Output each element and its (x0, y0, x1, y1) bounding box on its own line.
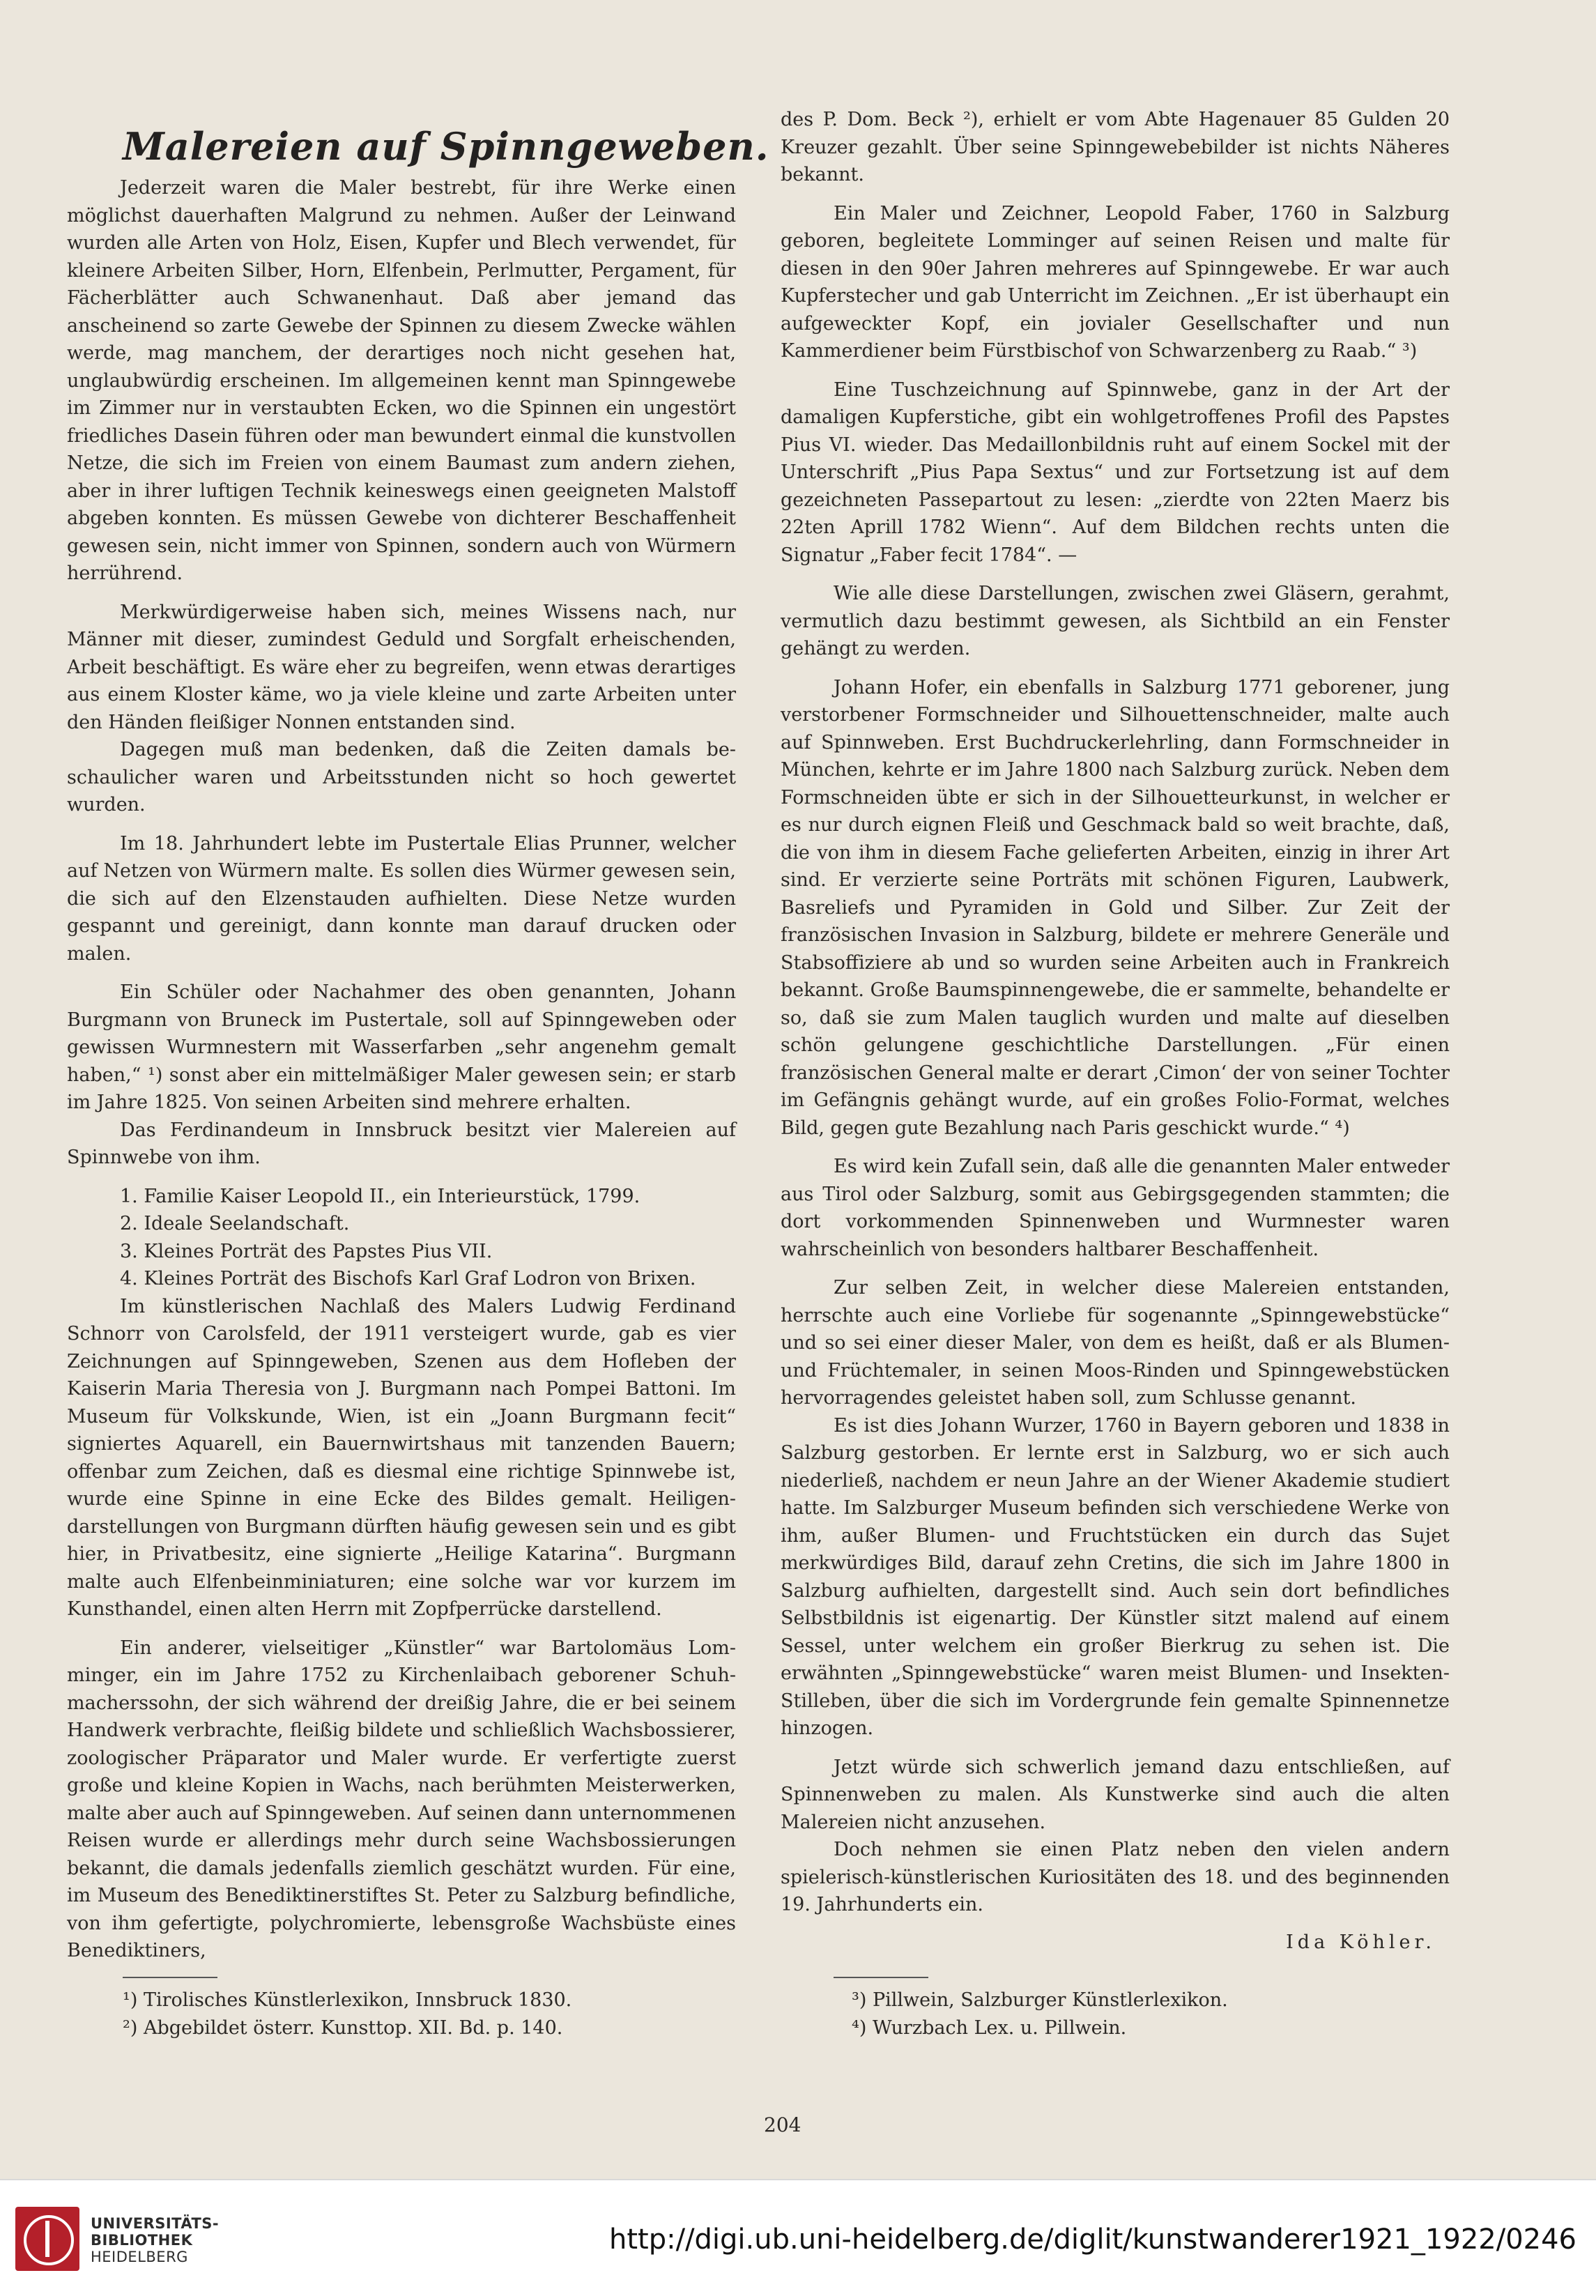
library-name-line: UNIVERSITÄTS- (91, 2215, 220, 2232)
footnotes-right (852, 1987, 1228, 2042)
right-column (781, 106, 1450, 1956)
paragraph: Im künstlerischen Nachlaß des Malers Ludwig Ferdinand Schnorr von Carolsfeld, der 1911 versteigert wurde, gab es vier Zeichnungen auf Spinngeweben, Szenen aus dem Hofleben der Kaiserin Maria Theresia von J. Burgmann nach Pompei Battoni. Im Museum für Volkskunde, Wien, ist ein „Joann Burgmann fecit“ signiertes Aquarell, ein Bauernwirtshaus mit tanzenden Bauern; offenbar zum Zeichen, daß es diesmal eine richtige Spinnwebe ist, wurde eine Spinne in eine Ecke des Bildes gemalt. Heiligendarstellungen von Burgmann dürften häufig gewesen sein und es gibt hier, in Privatbesitz, eine signierte „Heilige Katarina“. Burgmann malte auch Elfenbeinminiaturen; eine solche war vor kurzem im Kunsthandel, einen alten Herrn mit Zopfperrücke darstellend. (67, 1295, 736, 1620)
paragraph: Eine Tuschzeichnung auf Spinnwebe, ganz in der Art der damaligen Kupferstiche, gibt ein wohlgetroffenes Profil des Papstes Pius VI. wieder. Das Medaillonbildnis ruht auf einem Sockel mit der Unterschrift „Pius Papa Sextus“ und zur Fortsetzung ist auf dem gezeichneten Passepartout zu lesen: „zierdte von 22ten Maerz bis 22ten Aprill 1782 Wienn“. Auf dem Bildchen rechts unten die Signatur „Faber fecit 1784“. — (781, 378, 1450, 566)
article-title: Malereien auf Spinngeweben. (123, 124, 769, 169)
list-item: 1. Familie Kaiser Leopold II., ein Interieurstück, 1799. (120, 1185, 640, 1207)
footnotes-left (123, 1987, 571, 2042)
paragraph: Im 18. Jahrhundert lebte im Pustertale Elias Prunner, welcher auf Netzen von Würmern malte. Es sollen dies Würmer gewesen sein, die sich auf den Elzenstauden aufhielten. Diese Netze wurden gespannt und gereinigt, dann konnte man darauf drucken oder malen. (67, 832, 736, 965)
list-item: 3. Kleines Porträt des Papstes Pius VII. (120, 1240, 493, 1262)
library-name-line: BIBLIOTHEK (91, 2232, 193, 2249)
paragraph: Doch nehmen sie einen Platz neben den vielen andern spielerisch-künstlerischen Kuriositäten des 18. und des beginnenden 19. Jahrhunderts ein. (781, 1839, 1450, 1915)
paragraph: Zur selben Zeit, in welcher diese Malereien entstanden, herrschte auch eine Vorliebe für sogenannte „Spinngewebstücke“ und so sei einer dieser Maler, von dem es heißt, daß er als Blumen- und Früchtemaler, in seinen Moos-Rinden und Spinngewebstücken hervorragendes geleistet haben soll, zum Schlusse genannt. (781, 1277, 1450, 1409)
library-name (91, 2215, 219, 2265)
paragraph: Dagegen muß man bedenken, daß die Zeiten damals beschaulicher waren und Arbeitsstunden nicht so hoch gewertet wurden. (67, 739, 736, 816)
footnote: ²) Abgebildet österr. Kunsttop. XII. Bd. p. 140. (123, 2017, 563, 2039)
footnote: ³) Pillwein, Salzburger Künstlerlexikon. (852, 1989, 1228, 2011)
page-number: 204 (764, 2113, 801, 2136)
paragraph: des P. Dom. Beck ²), erhielt er vom Abte Hagenauer 85 Gulden 20 Kreuzer gezahlt. Über seine Spinngewebebilder ist nichts Näheres bekannt. (781, 109, 1450, 185)
paragraph: Ein anderer, vielseitiger „Künstler“ war Bartolomäus Lomminger, ein im Jahre 1752 zu Kirchenlaibach geborener Schuhmacherssohn, der sich während der dreißig Jahre, die er bei seinem Handwerk verbrachte, fleißig bildete und schließlich Wachsbossierer, zoologischer Präparator und Maler wurde. Er verfertigte zuerst große und kleine Kopien in Wachs, nach berühmten Meisterwerken, malte aber auch auf Spinngeweben. Auf seinen dann unternommenen Reisen wurde er allerdings mehr durch seine Wachsbossierungen bekannt, die damals jedenfalls ziemlich geschätzt wurden. Für eine, im Museum des Benediktinerstiftes St. Peter zu Salzburg befindliche, von ihm gefertigte, polychromierte, lebensgroße Wachsbüste eines Benediktiners, (67, 1637, 736, 1961)
paragraph: Merkwürdigerweise haben sich, meines Wissens nach, nur Männer mit dieser, zumindest Geduld und Sorgfalt erheischenden, Arbeit beschäftigt. Es wäre eher zu begreifen, wenn etwas derartiges aus einem Kloster käme, wo ja viele kleine und zarte Arbeiten unter den Händen fleißiger Nonnen entstanden sind. (67, 601, 736, 733)
paragraph: Jetzt würde sich schwerlich jemand dazu entschließen, auf Spinnenweben zu malen. Als Kunstwerke sind auch die alten Malereien nicht anzusehen. (781, 1756, 1450, 1833)
footnote: ¹) Tirolisches Künstlerlexikon, Innsbruck 1830. (123, 1989, 572, 2011)
paragraph: Das Ferdinandeum in Innsbruck besitzt vier Malereien auf Spinnwebe von ihm. (67, 1119, 736, 1168)
paragraph: Ein Schüler oder Nachahmer des oben genannten, Johann Burgmann von Bruneck im Pustertale, soll auf Spinngeweben oder gewissen Wurmnestern mit Wasserfarben „sehr angenehm gemalt haben,“ ¹) sonst aber ein mittelmäßiger Maler gewesen sein; er starb im Jahre 1825. Von seinen Arbeiten sind mehrere erhalten. (67, 981, 736, 1113)
paragraph: Johann Hofer, ein ebenfalls in Salzburg 1771 geborener, jung verstorbener Formschneider und Silhouettenschneider, malte auch auf Spinnweben. Erst Buchdruckerlehrling, dann Formschneider in München, kehrte er im Jahre 1800 nach Salzburg zurück. Neben dem Formschneiden übte er sich in der Silhouetteurkunst, in welcher er es nur durch eignen Fleiß und Geschmack bald so weit brachte, daß, die von ihm in diesem Fache gelieferten Arbeiten, einzig in ihrer Art sind. Er verzierte seine Porträts mit schönen Figuren, Laubwerk, Basreliefs und Pyramiden in Gold und Silber. Zur Zeit der französischen Invasion in Salzburg, bildete er mehrere Generäle und Stabsoffiziere ab und so wurden seine Arbeiten auch in Frankreich bekannt. Große Baumspinnengewebe, die er sammelte, behandelte er so, daß sie zum Malen tauglich wurden und malte auf dieselben schön gelungene geschichtliche Darstellungen. „Für einen französischen General malte er derart ‚Cimon‘ der von seiner Tochter im Gefängnis gehängt wurde, auf ein großes Folio-Format, welches Bild, gegen gute Bezahlung nach Paris geschickt wurde.“ ⁴) (781, 676, 1450, 1139)
artwork-list (67, 1183, 736, 1293)
paragraph: Jederzeit waren die Maler bestrebt, für ihre Werke einen möglichst dauerhaften Malgrund zu nehmen. Außer der Leinwand wurden alle Arten von Holz, Eisen, Kupfer und Blech verwendet, für kleinere Arbeiten Silber, Horn, Elfenbein, Perlmutter, Pergament, für Fächerblätter auch Schwanenhaut. Daß aber jemand das anscheinend so zarte Gewebe der Spinnen zu diesem Zwecke wählen werde, mag manchem, der derartiges noch nicht gesehen hat, unglaubwürdig erscheinen. Im allgemeinen kennt man Spinngewebe im Zimmer nur in verstaubten Ecken, wo die Spinnen ein ungestört friedliches Dasein führen oder man bewundert einmal die kunstvollen Netze, die sich im Freien von einem Baumast zum andern ziehen, aber in ihrer luftigen Technik keineswegs einen geeigneten Malstoff abgeben konnten. Es müssen Gewebe von dichterer Beschaffenheit gewesen sein, nicht immer von Spinnen, sondern auch von Würmern herrührend. (67, 177, 736, 584)
footnote-rule (123, 1977, 217, 1978)
permalink-url[interactable]: http://digi.ub.uni-heidelberg.de/diglit/kunstwanderer1921_1922/0246 (609, 2224, 1576, 2256)
paragraph: Ein Maler und Zeichner, Leopold Faber, 1760 in Salzburg geboren, begleitete Lomminger auf seinen Reisen und malte für diesen in den 90er Jahren mehreres auf Spinngewebe. Er war auch Kupferstecher und gab Unterricht im Zeichnen. „Er ist überhaupt ein aufgeweckter Kopf, ein jovialer Gesellschafter und nun Kammerdiener beim Fürstbischof von Schwarzenberg zu Raab.“ ³) (781, 202, 1450, 362)
viewer-footer (0, 2179, 1596, 2296)
university-logo-icon (15, 2207, 79, 2271)
left-column (67, 174, 736, 1965)
list-item: 4. Kleines Porträt des Bischofs Karl Graf Lodron von Brixen. (120, 1268, 696, 1289)
paragraph: Wie alle diese Darstellungen, zwischen zwei Gläsern, gerahmt, vermutlich dazu bestimmt gewesen, als Sichtbild an ein Fenster gehängt zu werden. (781, 583, 1450, 659)
library-name-line: HEIDELBERG (91, 2249, 188, 2265)
list-item: 2. Ideale Seelandschaft. (120, 1213, 350, 1234)
paragraph: Es wird kein Zufall sein, daß alle die genannten Maler entweder aus Tirol oder Salzburg, somit aus Gebirgsgegenden stammten; die dort vorkommenden Spinnenweben und Wurmnester waren wahrscheinlich von besonders haltbarer Beschaffenheit. (781, 1156, 1450, 1260)
paragraph: Es ist dies Johann Wurzer, 1760 in Bayern geboren und 1838 in Salzburg gestorben. Er lernte erst in Salzburg, wo er sich auch niederließ, nachdem er neun Jahre an der Wiener Akademie studiert hatte. Im Salzburger Museum befinden sich verschiedene Werke von ihm, außer Blumen- und Fruchtstücken ein durch das Sujet merkwürdiges Bild, darauf zehn Cretins, die sich im Jahre 1800 in Salzburg aufhielten, dargestellt sind. Auch sein dort befindliches Selbstbildnis ist eigenartig. Der Künstler sitzt malend auf einem Sessel, unter welchem ein großer Bierkrug zu sehen ist. Die erwähnten „Spinngewebstücke“ waren meist Blumen- und Insekten-Stilleben, über die sich im Vordergrunde fein gemalte Spinnennetze hinzogen. (781, 1414, 1450, 1739)
footnote: ⁴) Wurzbach Lex. u. Pillwein. (852, 2017, 1127, 2039)
footnote-rule (834, 1977, 928, 1978)
author-signature: Ida Köhler. (1286, 1931, 1436, 1953)
